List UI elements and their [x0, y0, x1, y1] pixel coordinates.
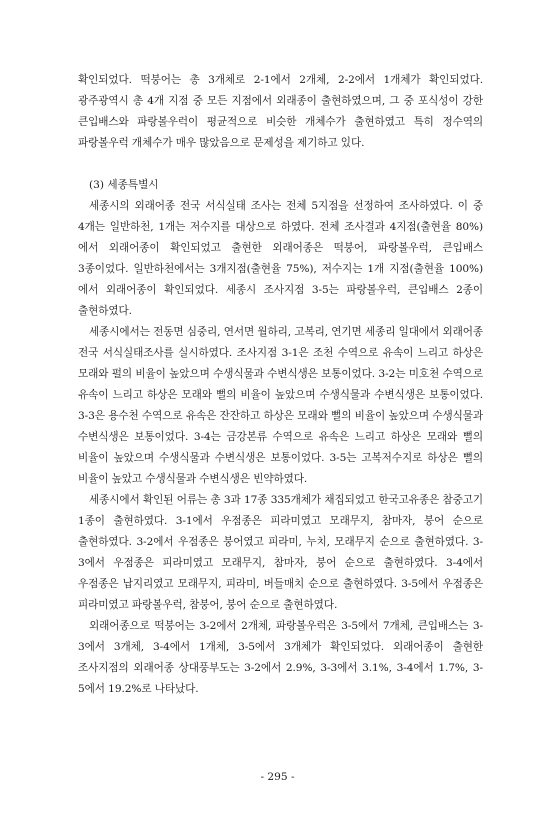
- document-body: [78, 70, 483, 700]
- paragraph-sejong-overview: 세종시의 외래어종 전국 서식실태 조사는 전체 5지점을 선정하여 조사하였다. 이 중 4개는 일반하천, 1개는 저수지를 대상으로 하였다. 전체 조사결과 4지점(출현율 80%)에서 외래어종이 확인되었고 출현한 외래어종은 떡붕어, 파랑볼우럭, 큰입배스 3종이었다. 일반하천에서는 3개지점(출현율 75%), 저수지는 1개 지점(출현율 100%)에서 외래어종이 확인되었다. 세종시 조사지점 3-5는 파랑볼우럭, 큰입배스 2종이 출현하였다.: [78, 200, 483, 317]
- paragraph-gwangju-summary: 확인되었다. 떡붕어는 총 3개체로 2-1에서 2개체, 2-2에서 1개체가 확인되었다. 광주광역시 총 4개 지점 중 모든 지점에서 외래종이 출현하였으며, 그 중 포식성이 강한 큰입배스와 파랑볼우럭이 평균적으로 비슷한 개체수가 출현하였고 특히 정수역의 파랑볼우럭 개체수가 매우 많았음으로 문제성을 제기하고 있다.: [78, 74, 483, 149]
- paragraph-sejong-fish-species: 세종시에서 확인된 어류는 총 3과 17종 335개체가 채집되었고 한국고유종은 참중고기 1종이 출현하였다. 3-1에서 우점종은 피라미였고 모래무지, 참마자, 붕어 순으로 출현하였다. 3-2에서 우점종은 붕어였고 피라미, 누치, 모래무지 순으로 출현하였다. 3-3에서 우점종은 피라미였고 모래무지, 참마자, 붕어 순으로 출현하였다. 3-4에서 우점종은 납지리였고 모래무지, 피라미, 버들매치 순으로 출현하였다. 3-5에서 우점종은 피라미였고 파랑볼우럭, 참붕어, 붕어 순으로 출현하였다.: [78, 494, 483, 611]
- section-heading-sejong: (3) 세종특별시: [89, 179, 159, 191]
- paragraph-sejong-sites: 세종시에서는 전동면 심중리, 연서면 월하리, 고복리, 연기면 세종리 일대에서 외래어종 전국 서식실태조사를 실시하였다. 조사지점 3-1은 조천 수역으로 유속이 느리고 하상은 모래와 펄의 비율이 높았으며 수생식물과 수변식생은 보통이었다. 3-2는 미호천 수역으로 유속이 느리고 하상은 모래와 뻘의 비율이 높았으며 수생식물과 수변식생은 보통이었다. 3-3은 용수천 수역으로 유속은 잔잔하고 하상은 모래와 뻘의 비율이 높았으며 수생식물과 수변식생은 보통이었다. 3-4는 금강본류 수역으로 유속은 느리고 하상은 모래와 뻘의 비율이 높았으며 수생식물과 수변식생은 보통이었다. 3-5는 고복저수지로 하상은 뻘의 비율이 높았고 수생식물과 수변식생은 빈약하였다.: [78, 326, 483, 485]
- paragraph-sejong-invasive-species: 외래어종으로 떡붕어는 3-2에서 2개체, 파랑볼우럭은 3-5에서 7개체, 큰입배스는 3-3에서 3개체, 3-4에서 1개체, 3-5에서 3개체가 확인되었다. 외래어종이 출현한 조사지점의 외래어종 상대풍부도는 3-2에서 2.9%, 3-3에서 3.1%, 3-4에서 1.7%, 3-5에서 19.2%로 나타났다.: [78, 620, 483, 695]
- page-number: - 295 -: [260, 771, 295, 783]
- paragraph-gap: [78, 154, 483, 175]
